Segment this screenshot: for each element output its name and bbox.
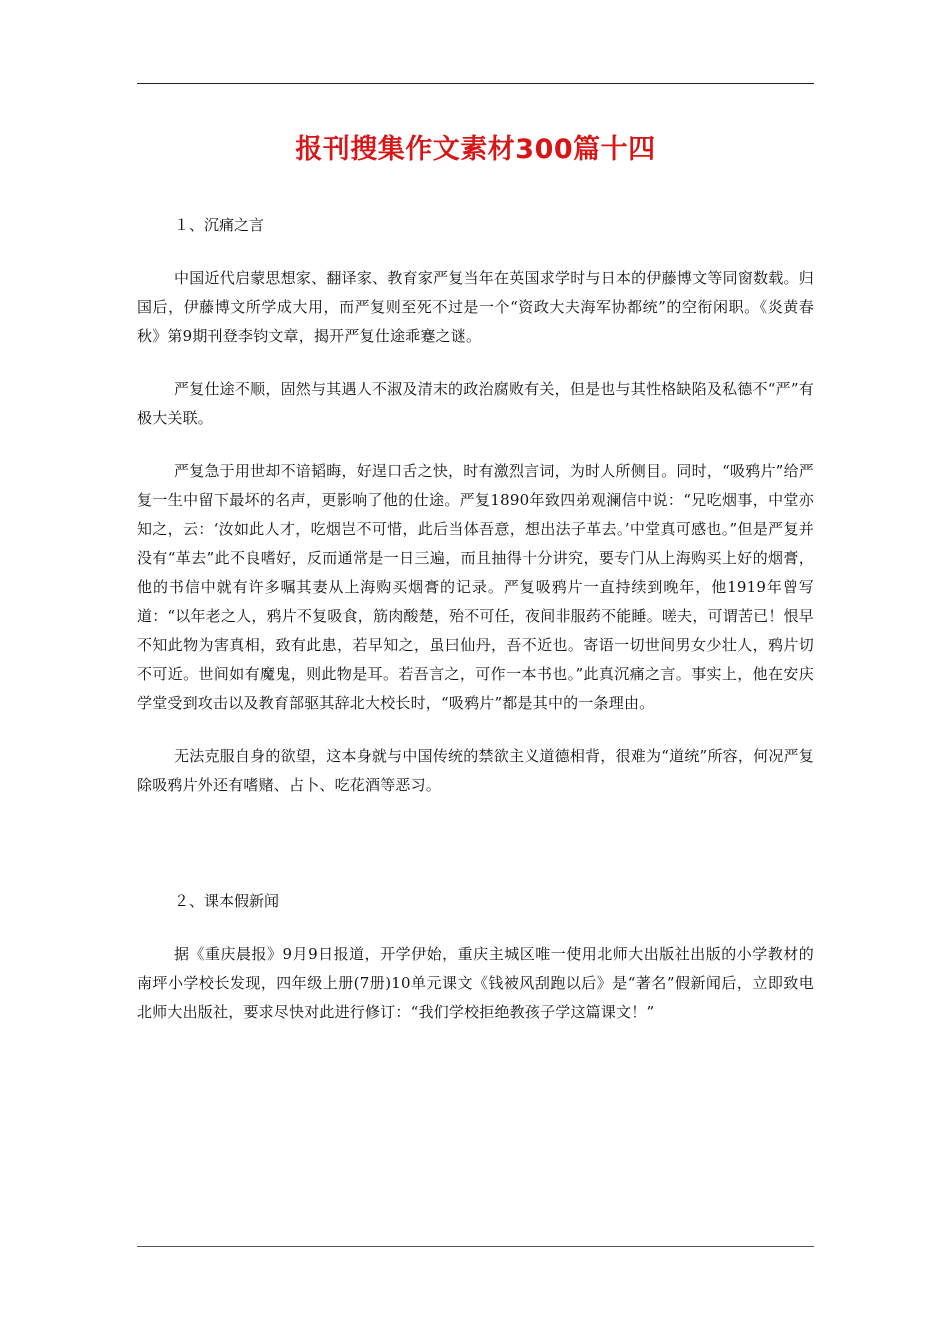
section-1-paragraph-1: 中国近代启蒙思想家、翻译家、教育家严复当年在英国求学时与日本的伊藤博文等同窗数载。归国后，伊藤博文所学成大用，而严复则至死不过是一个“资政大夫海军协都统”的空衔闲职。《炎黄春秋》第9期刊登李钧文章，揭开严复仕途乖蹇之谜。 (137, 269, 814, 345)
section-heading-1: １、沉痛之言 (174, 216, 265, 234)
section-heading-2: ２、课本假新闻 (174, 892, 280, 910)
header-rule (137, 83, 814, 84)
section-1-paragraph-3: 严复急于用世却不谙韬晦，好逞口舌之快，时有激烈言词，为时人所侧目。同时，“吸鸦片”给严复一生中留下最坏的名声，更影响了他的仕途。严复1890年致四弟观澜信中说：“兄吃烟事，中堂亦知之，云：‘汝如此人才，吃烟岂不可惜，此后当体吾意，想出法子革去。’中堂真可感也。”但是严复并没有“革去”此不良嗜好，反而通常是一日三遍，而且抽得十分讲究，要专门从上海购买上好的烟膏，他的书信中就有许多嘱其妻从上海购买烟膏的记录。严复吸鸦片一直持续到晚年，他1919年曾写道：“以年老之人，鸦片不复吸食，筋肉酸楚，殆不可任，夜间非服药不能睡。嗟夫，可谓苦已！恨早不知此物为害真相，致有此患，若早知之，虽曰仙丹，吾不近也。寄语一切世间男女少壮人，鸦片切不可近。世间如有魔鬼，则此物是耳。若吾言之，可作一本书也。”此真沉痛之言。事实上，他在安庆学堂受到攻击以及教育部驱其辞北大校长时，“吸鸦片”都是其中的一条理由。 (137, 462, 814, 712)
footer-rule (137, 1246, 814, 1247)
section-2-paragraph-1: 据《重庆晨报》9月9日报道，开学伊始，重庆主城区唯一使用北师大出版社出版的小学教材的南坪小学校长发现，四年级上册(7册)10单元课文《钱被风刮跑以后》是“著名”假新闻后，立即致电北师大出版社，要求尽快对此进行修订：“我们学校拒绝教孩子学这篇课文！” (137, 945, 814, 1021)
section-1-paragraph-4: 无法克服自身的欲望，这本身就与中国传统的禁欲主义道德相背，很难为“道统”所容，何况严复除吸鸦片外还有嗜赌、占卜、吃花酒等恶习。 (137, 747, 814, 794)
section-1-paragraph-2: 严复仕途不顺，固然与其遇人不淑及清末的政治腐败有关，但是也与其性格缺陷及私德不“严”有极大关联。 (137, 380, 814, 427)
document-body (137, 210, 814, 1027)
document-title: 报刊搜集作文素材300篇十四 (295, 134, 656, 165)
